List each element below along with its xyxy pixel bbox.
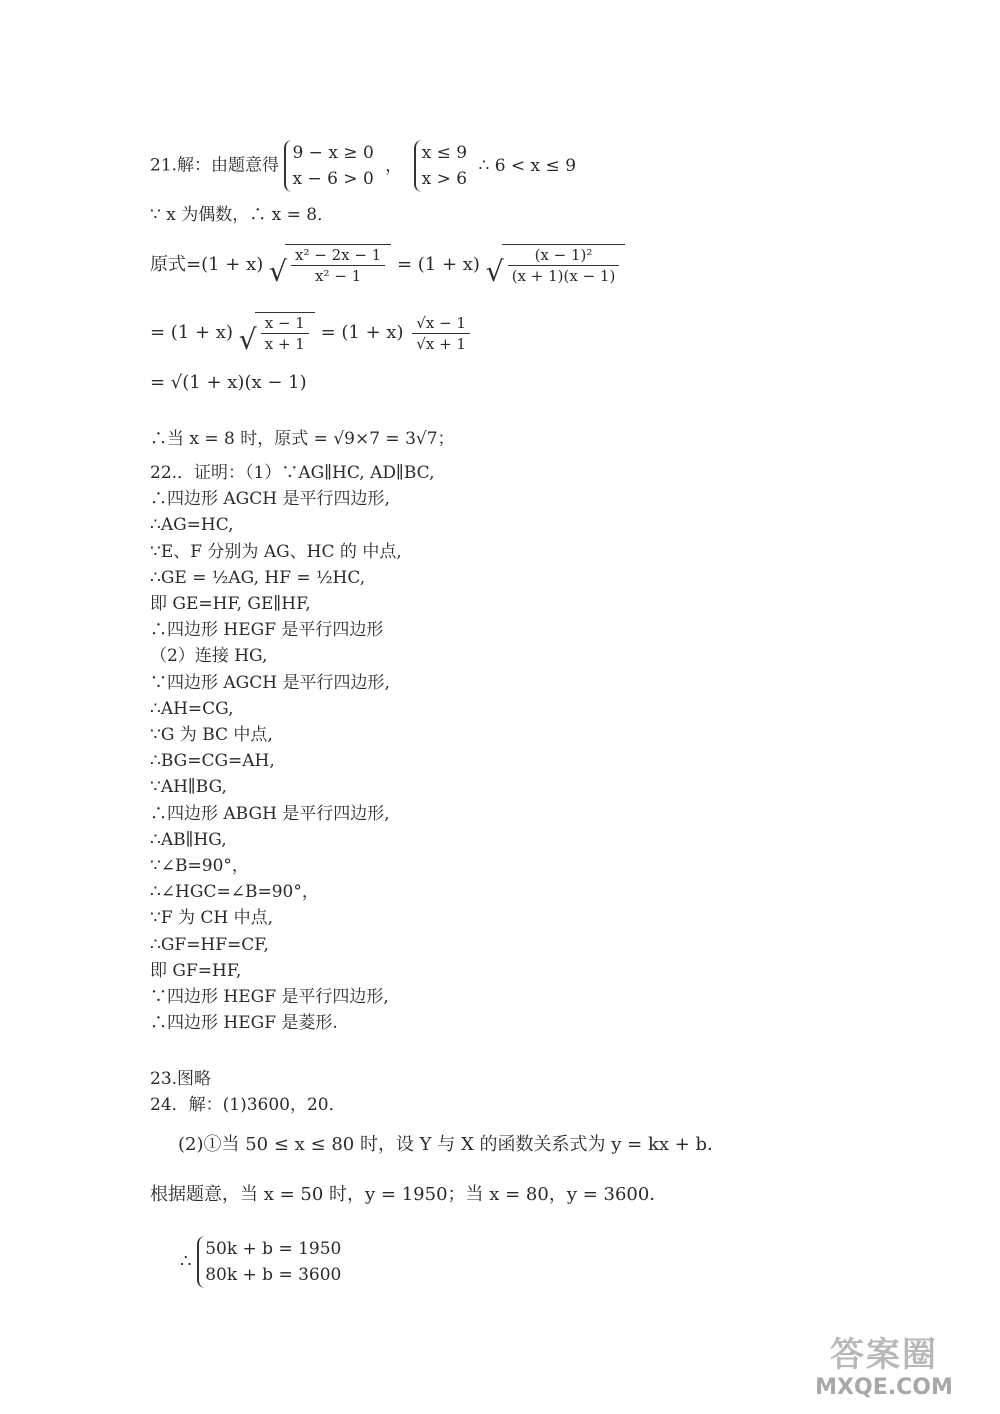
q21-eq1-sqrt1 — [269, 244, 391, 286]
q22-line: ∴四边形 HEGF 是平行四边形 — [150, 620, 384, 640]
q21-eq2 — [150, 312, 473, 354]
watermark-title: 答案圈 — [830, 1335, 938, 1375]
q21-final: ∴当 x = 8 时，原式 = √9×7 = 3√7； — [150, 429, 455, 449]
q21-eq1 — [150, 244, 625, 286]
q22-line: ∵F 为 CH 中点, — [150, 908, 274, 928]
q22-line: ∵四边形 AGCH 是平行四边形, — [150, 673, 390, 693]
q22-line: ∴BG=CG=AH, — [150, 751, 275, 771]
q22-line: （2）连接 HG, — [150, 646, 268, 666]
q21-system-1 — [284, 140, 373, 192]
q24-head: 24．解：(1)3600，20． — [150, 1095, 346, 1115]
q21-eq1-prefix: =(1 + x) — [186, 254, 264, 275]
q21-range: ∴ 6 < x ≤ 9 — [478, 155, 577, 176]
q22-line: ∴AG=HC, — [150, 515, 234, 535]
q23-line: 23.图略 — [150, 1069, 212, 1089]
q22-line: 22.．证明：（1）∵AG∥HC, AD∥BC, — [150, 463, 435, 483]
q24-system — [197, 1236, 341, 1288]
q21-orig-label: 原式 — [150, 254, 186, 275]
q24-sys-row1: 50k + b = 1950 — [205, 1239, 342, 1259]
q22-line: 即 GE=HF, GE∥HF, — [150, 594, 311, 614]
q21-eq2-den2: √x + 1 — [416, 334, 466, 353]
q22-line: ∴四边形 ABGH 是平行四边形, — [150, 804, 390, 824]
q22-line: ∵AH∥BG, — [150, 777, 227, 797]
q21-sys2-row2: x > 6 — [421, 169, 468, 189]
watermark-url: MXQE.COM — [815, 1375, 953, 1400]
q21-sys1-row2: x − 6 > 0 — [292, 169, 374, 189]
q24-part3: 根据题意，当 x = 50 时，y = 1950；当 x = 80，y = 3600． — [150, 1184, 668, 1205]
q21-system-2 — [414, 140, 467, 192]
q21-eq2-prefix: = (1 + x) — [150, 322, 233, 343]
q21-eq3: = √(1 + x)(x − 1) — [150, 372, 307, 393]
q22-line: ∴GE = ½AG, HF = ½HC, — [150, 568, 366, 588]
q21-eq1-num2: √ (x − 1)² — [508, 245, 620, 266]
q22-line: ∵∠B=90°， — [150, 856, 249, 876]
watermark-logo — [794, 1334, 974, 1406]
q24-system-line — [180, 1236, 341, 1288]
q21-sys2-row1: x ≤ 9 — [421, 143, 468, 163]
q21-eq2-num2: √x − 1 — [412, 313, 470, 334]
q21-eq1-sqrt2 — [486, 244, 626, 286]
q21-eq1-den2: (x + 1)(x − 1) — [511, 267, 616, 285]
q22-line: ∵E、F 分别为 AG、HC 的 中点, — [150, 542, 402, 562]
q21-eq1-den: x² − 1 — [315, 267, 362, 285]
q24-part2: (2)①当 50 ≤ x ≤ 80 时，设 Y 与 X 的函数关系式为 y = kx + b． — [178, 1134, 726, 1155]
q22-line: ∴AH=CG, — [150, 699, 234, 719]
q21-eq1-mid: = (1 + x) — [396, 254, 480, 275]
q22-line: ∴四边形 AGCH 是平行四边形, — [150, 489, 390, 509]
q21-sys1-row1: 9 − x ≥ 0 — [292, 143, 374, 163]
q24-therefore: ∴ — [180, 1251, 192, 1272]
q22-line: ∴AB∥HG, — [150, 830, 227, 850]
q21-eq2-num: √ x − 1 — [261, 313, 309, 334]
q21-eq1-num: √ x² − 2x − 1 — [291, 245, 385, 266]
q22-line: 即 GF=HF, — [150, 961, 242, 981]
q21-even: ∵ x 为偶数，∴ x = 8． — [150, 205, 335, 225]
q24-sys-row2: 80k + b = 3600 — [205, 1265, 342, 1285]
q22-line: ∵四边形 HEGF 是平行四边形, — [150, 987, 389, 1007]
q21-eq2-mid: = (1 + x) — [320, 322, 404, 343]
q22-line: ∴GF=HF=CF, — [150, 935, 269, 955]
q21-eq2-sqrt1 — [239, 312, 315, 354]
q21-head-line: 21.解：由题意得 9 − x ≥ 0 x − 6 > 0 ， x ≤ 9 x > 6 ∴ 6 < x ≤ 9 — [150, 140, 576, 192]
q21-eq2-den: x + 1 — [264, 335, 305, 353]
q22-line: ∴四边形 HEGF 是菱形. — [150, 1013, 338, 1033]
q21-head: 21.解：由题意得 — [150, 155, 280, 176]
q22-line: ∵G 为 BC 中点, — [150, 725, 273, 745]
q22-line: ∴∠HGC=∠B=90°， — [150, 882, 319, 902]
